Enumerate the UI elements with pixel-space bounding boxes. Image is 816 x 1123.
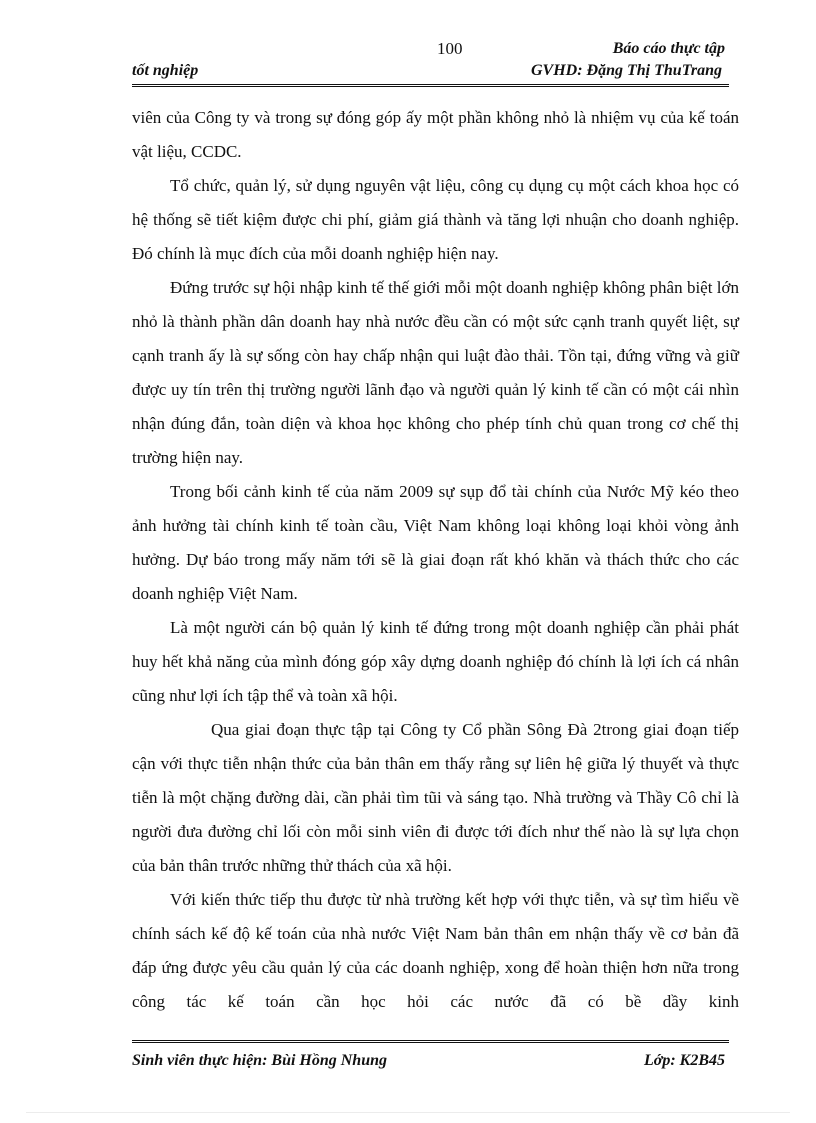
header-title-part2: tốt nghiệp (132, 62, 199, 79)
paragraph-6: Qua giai đoạn thực tập tại Công ty Cổ phần Sông Đà 2trong giai đoạn tiếp cận với thực tiễn nhận thức của bản thân em thấy rằng sự liên hệ giữa lý thuyết và thực tiễn là một chặng đường dài, cần phải tìm tũi và sáng tạo. Nhà trường và Thầy Cô chỉ là người đưa đường chỉ lối còn mỗi sinh viên đi được tới đích như thế nào là sự lựa chọn của bản thân trước những thử thách của xã hội. (132, 720, 739, 875)
paragraph-5: Là một người cán bộ quản lý kinh tế đứng trong một doanh nghiệp cần phải phát huy hết khả năng của mình đóng góp xây dựng doanh nghiệp đó chính là lợi ích cá nhân cũng như lợi ích tập thể và toàn xã hội. (132, 618, 739, 705)
paragraph-1: viên của Công ty và trong sự đóng góp ấy một phần không nhỏ là nhiệm vụ của kế toán vật liệu, CCDC. (132, 108, 739, 161)
footer-class: Lớp: K2B45 (643, 1052, 725, 1069)
paragraph-2: Tổ chức, quản lý, sử dụng nguyên vật liệu, công cụ dụng cụ một cách khoa học có hệ thống sẽ tiết kiệm được chi phí, giảm giá thành và tăng lợi nhuận cho doanh nghiệp. Đó chính là mục đích của mỗi doanh nghiệp hiện nay. (132, 176, 739, 263)
header-supervisor: GVHD: Đặng Thị ThuTrang (531, 62, 722, 79)
footer-divider (132, 1040, 729, 1043)
paragraph-3: Đứng trước sự hội nhập kinh tế thế giới mỗi một doanh nghiệp không phân biệt lớn nhỏ là thành phần dân doanh hay nhà nước đều cần có một sức cạnh tranh quyết liệt, sự cạnh tranh ấy là sự sống còn hay chấp nhận qui luật đào thải. Tồn tại, đứng vững và giữ được uy tín trên thị trường người lãnh đạo và người quản lý kinh tế cần có một cái nhìn nhận đúng đắn, toàn diện và khoa học không cho phép tính chủ quan trong cơ chế thị trường hiện nay. (132, 278, 739, 467)
page-edge-line (26, 1112, 790, 1113)
footer-student: Sinh viên thực hiện: Bùi Hồng Nhung (132, 1052, 387, 1069)
paragraph-4: Trong bối cảnh kinh tế của năm 2009 sự sụp đổ tài chính của Nước Mỹ kéo theo ảnh hưởng tài chính kinh tế toàn cầu, Việt Nam không loại không loại khỏi vòng ảnh hưởng. Dự báo trong mấy năm tới sẽ là giai đoạn rất khó khăn và thách thức cho các doanh nghiệp Việt Nam. (132, 482, 739, 603)
paragraph-7: Với kiến thức tiếp thu được từ nhà trường kết hợp với thực tiễn, và sự tìm hiểu về chính sách kế độ kế toán của nhà nước Việt Nam bản thân em nhận thấy về cơ bản đã đáp ứng được yêu cầu quản lý của các doanh nghiệp, xong để hoàn thiện hơn nữa trong công tác kế toán cần học hỏi các nước đã có bề dầy kinh (132, 890, 739, 1011)
page-number: 100 (437, 39, 463, 58)
body-text (132, 101, 739, 1019)
header-divider (132, 84, 729, 87)
header-title-part1: Báo cáo thực tập (612, 40, 725, 57)
